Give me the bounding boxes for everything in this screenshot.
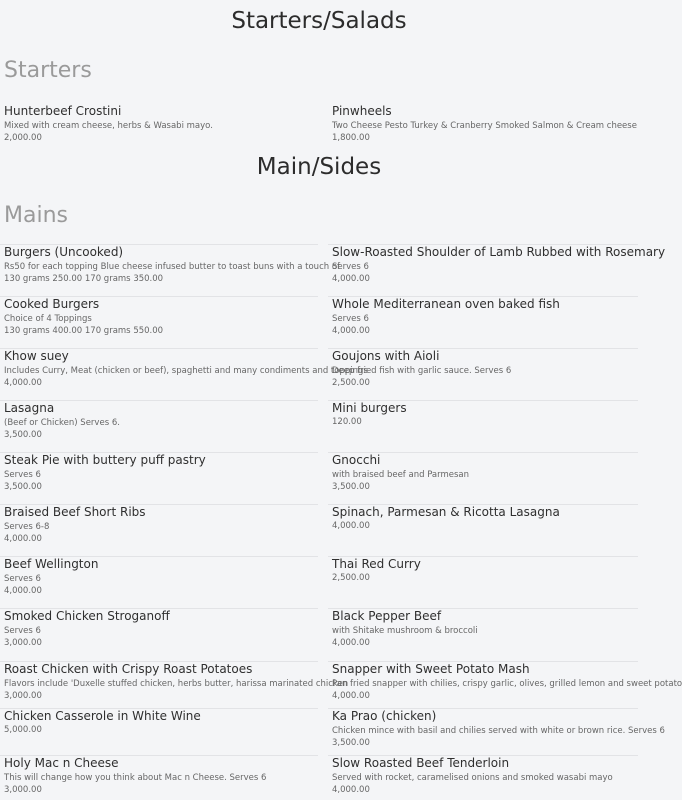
menu-item-description: with Shitake mushroom & broccoli [332, 626, 478, 636]
menu-item-description: Serves 6 [4, 574, 41, 584]
menu-item-price: 4,000.00 [4, 534, 42, 544]
menu-item-price: 3,000.00 [4, 785, 42, 795]
menu-item[interactable] [0, 661, 349, 702]
menu-item-description: Two Cheese Pesto Turkey & Cranberry Smoked Salmon & Cream cheese [332, 121, 637, 131]
menu-item-name: Snapper with Sweet Potato Mash [332, 662, 530, 676]
menu-item-description: Flavors include 'Duxelle stuffed chicken, herbs butter, harissa marinated chicken [4, 679, 349, 689]
menu-item[interactable] [0, 504, 318, 545]
menu-item[interactable] [328, 608, 638, 649]
menu-item-description: Includes Curry, Meat (chicken or beef), spaghetti and many condiments and toppings [4, 366, 368, 376]
menu-item-price: 130 grams 250.00 170 grams 350.00 [4, 274, 164, 284]
menu-item[interactable] [0, 400, 318, 441]
menu-item-price: 3,000.00 [4, 691, 42, 701]
menu-item-price: 3,500.00 [4, 482, 42, 492]
menu-item-description: (Beef or Chicken) Serves 6. [4, 418, 120, 428]
menu-item[interactable] [328, 296, 638, 337]
menu-item-description: Serves 6 [4, 626, 41, 636]
menu-item[interactable] [0, 556, 318, 597]
menu-item-name: Holy Mac n Cheese [4, 756, 119, 770]
menu-item-price: 130 grams 400.00 170 grams 550.00 [4, 326, 164, 336]
menu-item[interactable] [0, 104, 318, 144]
menu-item[interactable] [328, 452, 638, 493]
menu-item-name: Chicken Casserole in White Wine [4, 709, 201, 723]
menu-item-name: Thai Red Curry [332, 557, 421, 571]
menu-item-price: 5,000.00 [4, 725, 42, 735]
menu-item[interactable] [328, 661, 682, 702]
menu-item-name: Black Pepper Beef [332, 609, 442, 623]
menu-item[interactable] [328, 556, 638, 584]
menu-item-price: 4,000.00 [332, 785, 370, 795]
menu-item-name: Braised Beef Short Ribs [4, 505, 146, 519]
menu-item-name: Smoked Chicken Stroganoff [4, 609, 170, 623]
menu-item-name: Spinach, Parmesan & Ricotta Lasagna [332, 505, 560, 519]
menu-item-name: Cooked Burgers [4, 297, 100, 311]
menu-item-name: Slow-Roasted Shoulder of Lamb Rubbed with Rosemary [332, 245, 666, 259]
menu-item-name: Khow suey [4, 349, 69, 363]
menu-item-price: 3,500.00 [332, 482, 370, 492]
menu-item-description: Serves 6 [332, 262, 369, 272]
menu-item-description: Deep fried fish with garlic sauce. Serves 6 [332, 366, 512, 376]
menu-item[interactable] [328, 244, 666, 285]
menu-item-name: Whole Mediterranean oven baked fish [332, 297, 560, 311]
menu-item-price: 2,500.00 [332, 378, 370, 388]
menu-item-price: 4,000.00 [332, 691, 370, 701]
section-title-starters-salads: Starters/Salads [231, 8, 407, 34]
menu-item-description: Serves 6 [4, 470, 41, 480]
menu-item-price: 3,500.00 [4, 430, 42, 440]
menu-item-name: Roast Chicken with Crispy Roast Potatoes [4, 662, 253, 676]
menu-item[interactable] [328, 400, 638, 428]
menu-item-name: Pinwheels [332, 104, 392, 118]
menu-item-description: Pan fried snapper with chilies, crispy garlic, olives, grilled lemon and sweet potato [332, 679, 682, 689]
menu-item-description: Served with rocket, caramelised onions and smoked wasabi mayo [332, 773, 613, 783]
menu-item-price: 4,000.00 [332, 521, 370, 531]
menu-item[interactable] [328, 708, 665, 749]
menu-item-name: Steak Pie with buttery puff pastry [4, 453, 206, 467]
menu-item-price: 2,000.00 [4, 133, 42, 143]
menu-item[interactable] [328, 755, 638, 796]
menu-item-price: 4,000.00 [332, 274, 370, 284]
menu-item-description: Chicken mince with basil and chilies served with white or brown rice. Serves 6 [332, 726, 665, 736]
menu-item-description: Choice of 4 Toppings [4, 314, 92, 324]
menu-item[interactable] [0, 244, 341, 285]
menu-item-description: Mixed with cream cheese, herbs & Wasabi mayo. [4, 121, 213, 131]
category-title-starters: Starters [4, 58, 92, 83]
section-title-main-sides: Main/Sides [256, 154, 382, 180]
menu-item-price: 1,800.00 [332, 133, 370, 143]
menu-item-price: 4,000.00 [332, 638, 370, 648]
menu-item-name: Slow Roasted Beef Tenderloin [332, 756, 510, 770]
menu-item-price: 3,000.00 [4, 638, 42, 648]
menu-item[interactable] [328, 348, 638, 389]
menu-item-description: Serves 6 [332, 314, 369, 324]
menu-item-price: 4,000.00 [4, 586, 42, 596]
category-title-mains: Mains [4, 203, 68, 228]
menu-item-description: with braised beef and Parmesan [332, 470, 470, 480]
menu-item-name: Beef Wellington [4, 557, 99, 571]
menu-item[interactable] [0, 755, 318, 796]
menu-item-price: 4,000.00 [4, 378, 42, 388]
menu-item[interactable] [328, 104, 638, 144]
menu-item-description: This will change how you think about Mac n Cheese. Serves 6 [4, 773, 267, 783]
menu-item-name: Mini burgers [332, 401, 407, 415]
menu-item[interactable] [0, 608, 318, 649]
menu-item-name: Hunterbeef Crostini [4, 104, 122, 118]
menu-item-price: 120.00 [332, 417, 362, 427]
menu-item[interactable] [328, 504, 638, 532]
menu-item-name: Burgers (Uncooked) [4, 245, 124, 259]
menu-item-price: 4,000.00 [332, 326, 370, 336]
menu-item-description: Serves 6-8 [4, 522, 50, 532]
menu-item[interactable] [0, 296, 318, 337]
menu-item-price: 2,500.00 [332, 573, 370, 583]
menu-item-name: Goujons with Aioli [332, 349, 440, 363]
menu-item-name: Lasagna [4, 401, 55, 415]
menu-item-description: Rs50 for each topping Blue cheese infused butter to toast buns with a touch of [4, 262, 341, 272]
menu-item-name: Ka Prao (chicken) [332, 709, 437, 723]
menu-item[interactable] [0, 708, 318, 736]
menu-item-price: 3,500.00 [332, 738, 370, 748]
menu-item[interactable] [0, 452, 318, 493]
menu-item-name: Gnocchi [332, 453, 381, 467]
